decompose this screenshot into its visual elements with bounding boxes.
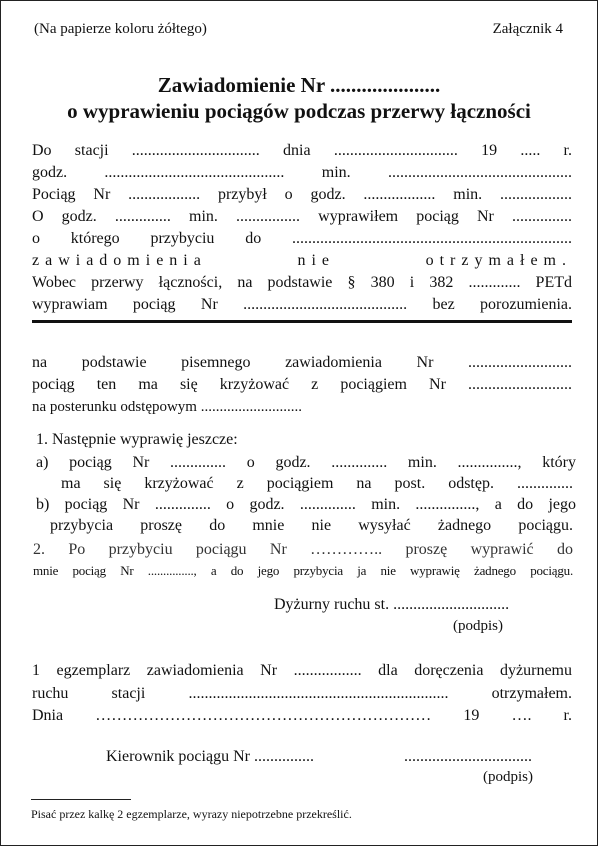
dispatch-without-agreement-line: wyprawiam pociąg Nr ......................................... bez porozumienia.	[32, 296, 572, 313]
form-title-line1: Zawiadomienie Nr .....................	[157, 73, 441, 97]
item-a-line2: ma się krzyżować z pociągiem na post. odstęp. ..............	[61, 475, 573, 492]
conductor-signature-dots: ................................	[404, 748, 532, 765]
train-arrived-line: Pociąg Nr .................. przybył o godz. .................. min. ..................	[32, 186, 572, 203]
item-2-line1: 2. Po przybyciu pociągu Nr ………….. proszę wyprawić do	[33, 541, 573, 558]
section-divider	[32, 320, 572, 323]
attachment-label: Załącznik 4	[492, 21, 563, 37]
written-notification-line: na podstawie pisemnego zawiadomienia Nr ..........................	[32, 354, 572, 371]
train-dispatched-line: O godz. .............. min. ................ wyprawiłem pociąg Nr ...............	[32, 208, 572, 225]
copy-delivery-line: 1 egzemplarz zawiadomienia Nr ................. dla doręczenia dyżurnemu	[32, 662, 572, 679]
item-2-line2: mnie pociąg Nr ..............., a do jego przybycia ja nie wyprawię żadnego pociągu.	[33, 563, 573, 578]
crossing-train-line: pociąg ten ma się krzyżować z pociągiem Nr ..........................	[32, 376, 572, 393]
received-line: ruchu stacji ................................................................. otrzymałem.	[32, 685, 572, 702]
time-line: godz. ............................................. min. ..............................................	[32, 164, 572, 181]
footnote: Pisać przez kalkę 2 egzemplarze, wyrazy niepotrzebne przekreślić.	[31, 807, 352, 821]
paper-color-note: (Na papierze koloru żółtego)	[34, 21, 207, 37]
station-date-line: Do stacji ................................ dnia ............................... 19 ..... r.	[32, 142, 572, 159]
item-b-line2: przybycia proszę do mnie nie wysyłać żadnego pociągu.	[50, 517, 573, 534]
dispatcher-signature-label: Dyżurny ruchu st. .............................	[274, 596, 510, 613]
item-a-line1: a) pociąg Nr .............. o godz. .............. min. ..............., który	[36, 454, 576, 471]
form-title-line2: o wyprawieniu pociągów podczas przerwy łączności	[67, 99, 531, 123]
further-dispatch-heading: 1. Następnie wyprawię jeszcze:	[36, 431, 238, 448]
regulation-line: Wobec przerwy łączności, na podstawie § 380 i 382 ............. PETd	[32, 274, 572, 291]
date-line: Dnia ……………………………………………………… 19 …. r.	[32, 707, 572, 724]
conductor-signature-caption: (podpis)	[483, 769, 533, 785]
dispatcher-signature-caption: (podpis)	[453, 618, 503, 634]
footnote-divider	[31, 799, 131, 800]
arrival-to-line: o którego przybyciu do ......................................................................	[32, 230, 572, 247]
notification-not-received-line: zawiadomienia nie otrzymałem.	[32, 252, 572, 269]
conductor-signature-label: Kierownik pociągu Nr ...............	[106, 748, 314, 765]
item-b-line1: b) pociąg Nr .............. o godz. .............. min. ..............., a do jego	[36, 496, 576, 513]
block-post-line: na posterunku odstępowym ...........................	[32, 399, 302, 415]
